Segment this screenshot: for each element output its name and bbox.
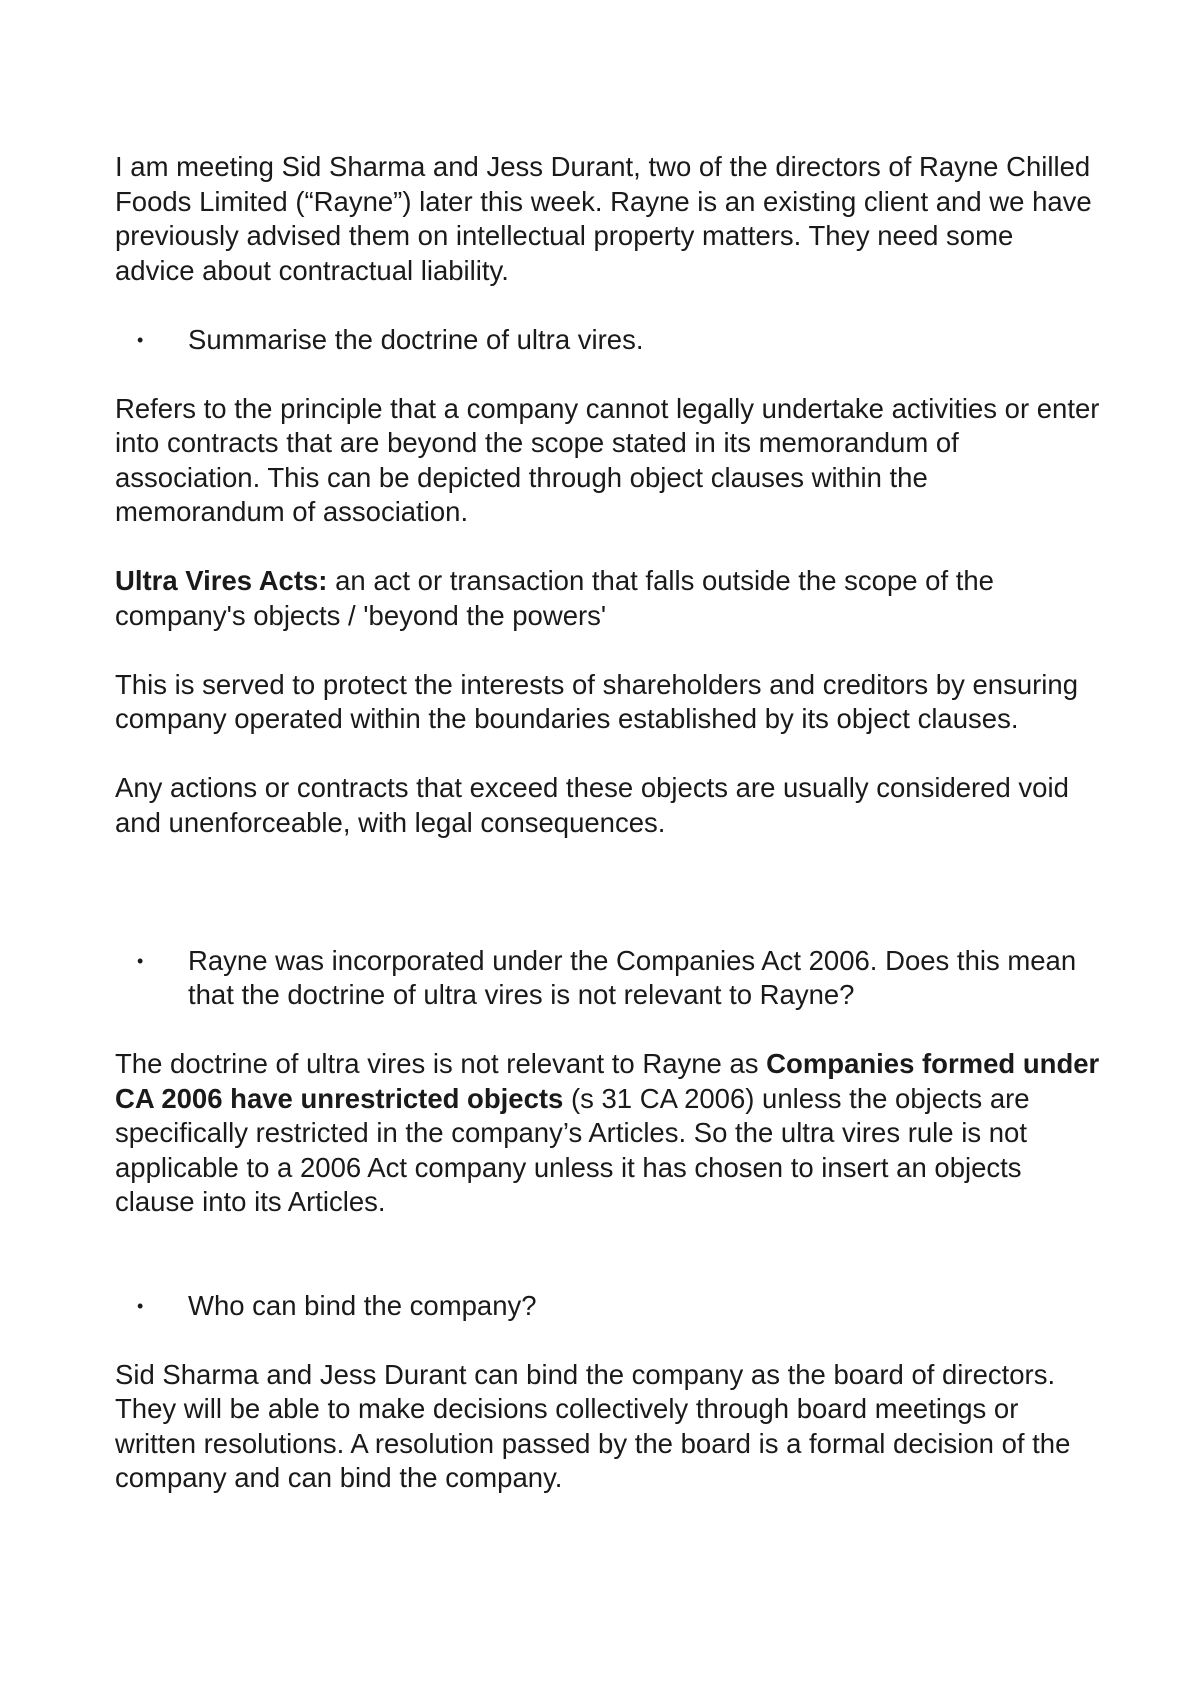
question-2-text: Rayne was incorporated under the Companies Act 2006. Does this mean that the doctrine of ultra vires is not relevant to Rayne? xyxy=(188,944,1077,1010)
answer-2-bold: Companies formed under CA 2006 have unrestricted objects xyxy=(115,1048,1100,1114)
answer-2-rest: (s 31 CA 2006) unless the objects are specifically restricted in the company’s Articles. So the ultra vires rule is not applicable to a 2006 Act company unless it has chosen to insert an objects clause into its Articles. xyxy=(115,1082,1030,1217)
document-body xyxy=(115,150,1100,1530)
answer-2-lead: The doctrine of ultra vires is not relevant to Rayne as xyxy=(115,1048,767,1079)
question-1 xyxy=(115,323,1100,358)
ultra-vires-acts-term: Ultra Vires Acts: xyxy=(115,565,328,596)
bullet-icon: • xyxy=(137,950,144,971)
spacer xyxy=(115,875,1100,944)
question-1-text: Summarise the doctrine of ultra vires. xyxy=(188,323,644,355)
question-3-text: Who can bind the company? xyxy=(188,1289,537,1321)
answer-1-paragraph-2 xyxy=(115,564,1100,633)
bullet-icon: • xyxy=(137,329,144,350)
answer-2-paragraph xyxy=(115,1047,1100,1220)
spacer xyxy=(115,1254,1100,1289)
answer-1-paragraph-1: Refers to the principle that a company cannot legally undertake activities or enter into contracts that are beyond the scope stated in its memorandum of association. This can be depicted through object clauses within the memorandum of association. xyxy=(115,392,1100,527)
intro-paragraph: I am meeting Sid Sharma and Jess Durant, two of the directors of Rayne Chilled Foods Limited (“Rayne”) later this week. Rayne is an existing client and we have previously advised them on intellectual property matters. They need some advice about contractual liability. xyxy=(115,151,1092,286)
answer-3-paragraph: Sid Sharma and Jess Durant can bind the company as the board of directors. They will be able to make decisions collectively through board meetings or written resolutions. A resolution passed by the board is a formal decision of the company and can bind the company. xyxy=(115,1358,1071,1493)
answer-1-paragraph-4: Any actions or contracts that exceed these objects are usually considered void and unenforceable, with legal consequences. xyxy=(115,772,1069,838)
question-3 xyxy=(115,1289,1100,1324)
answer-1-paragraph-3: This is served to protect the interests of shareholders and creditors by ensuring company operated within the boundaries established by its object clauses. xyxy=(115,668,1078,734)
bullet-icon: • xyxy=(137,1295,144,1316)
question-2 xyxy=(115,944,1100,1013)
ultra-vires-acts-definition: an act or transaction that falls outside the scope of the company's objects / 'beyond the powers' xyxy=(115,565,994,631)
